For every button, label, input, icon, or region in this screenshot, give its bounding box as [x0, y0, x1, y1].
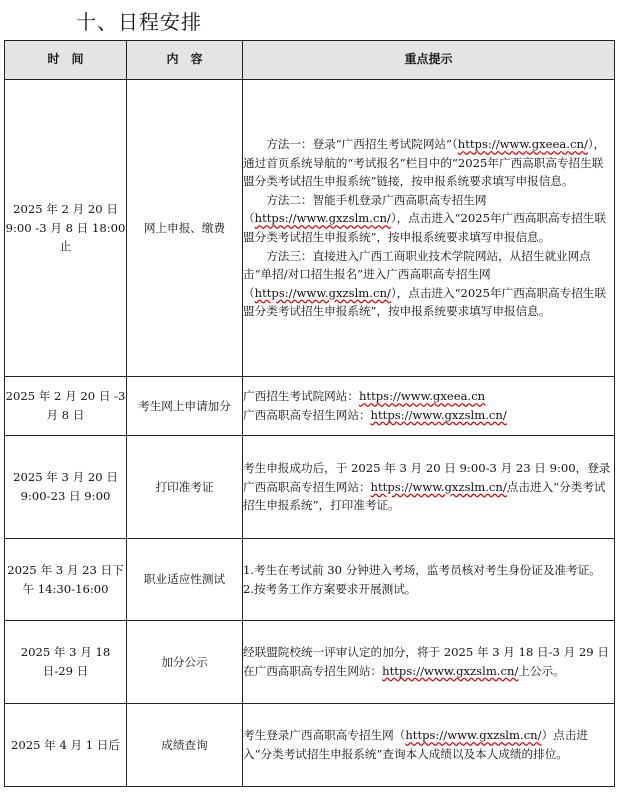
header-tips: 重点提示: [243, 41, 615, 80]
tips-text: 方法一：登录“广西招生考试院网站”（: [266, 137, 458, 152]
table-row: [5, 704, 615, 787]
tips-text: ），通过首页系统导航的“考试报名”栏目中的“2025年广西高职高专招生联盟分类考试招生申报系统”链接，按申报系统要求填写申报信息。: [243, 137, 606, 189]
tips-paragraph: [243, 387, 614, 406]
content-cell: 成绩查询: [127, 704, 243, 787]
tips-text: 点击进入“分类考试招生申报系统”，打印准考证。: [243, 479, 606, 513]
content-cell: 职业适应性测试: [127, 539, 243, 621]
website-link[interactable]: https://www.gxzslm.cn/: [254, 285, 391, 300]
website-link[interactable]: https://www.gxzslm.cn/: [382, 664, 519, 678]
time-cell: 2025 年 3 月 23 日下午 14:30-16:00: [5, 539, 127, 621]
tips-paragraph: [243, 643, 614, 680]
tips-paragraph: [243, 191, 614, 247]
website-link[interactable]: https://www.gxeea.cn: [358, 389, 486, 404]
tips-text: 上公示。: [518, 664, 565, 678]
website-link[interactable]: https://www.gxzslm.cn/: [405, 728, 542, 743]
tips-text: ），点击进入“2025年广西高职高专招生联盟分类考试招生申报系统”，按申报系统要求填写申报信息。: [243, 285, 606, 319]
time-cell: 2025 年 2 月 20 日 -3 月 8 日: [5, 377, 127, 436]
tips-text: 方法二：智能手机登录广西高职高专招生网（: [243, 192, 487, 226]
tips-cell: [243, 436, 615, 539]
tips-text: 2.按考务工作方案要求开展测试。: [243, 581, 417, 596]
tips-text: 1.考生在考试前 30 分钟进入考场，监考员核对考生身份证及准考证。: [243, 562, 601, 577]
tips-text: 考生登录广西高职高专招生网（: [243, 728, 406, 743]
tips-paragraph: [243, 406, 614, 425]
tips-cell: [243, 377, 615, 436]
tips-text: 方法三：直接进入广西工商职业技术学院网站，从招生就业网点击“单招/对口招生报名”进入广西高职高专招生网（: [243, 248, 591, 300]
table-row: [5, 621, 615, 704]
content-cell: 考生网上申请加分: [127, 377, 243, 436]
tips-paragraph: [243, 247, 614, 321]
tips-paragraph: [243, 135, 614, 191]
table-row: [5, 539, 615, 621]
website-link[interactable]: https://www.gxzslm.cn/: [370, 479, 507, 494]
tips-text: ），点击进入“2025年广西高职高专招生联盟分类考试招生申报系统”，按申报系统要求填写申报信息。: [243, 211, 606, 244]
tips-paragraph: [243, 580, 614, 599]
tips-text: 广西高职高专招生网站：: [243, 408, 371, 422]
tips-cell: [243, 539, 615, 621]
tips-cell: [243, 80, 615, 377]
schedule-table: [4, 40, 615, 787]
time-cell: 2025 年 3 月 20 日 9:00-23 日 9:00: [5, 436, 127, 539]
time-cell: 2025 年 4 月 1 日后: [5, 704, 127, 787]
table-row: [5, 436, 615, 539]
website-link[interactable]: https://www.gxeea.cn/: [457, 137, 588, 152]
header-content: 内 容: [127, 41, 243, 80]
table-row: [5, 377, 615, 436]
website-link[interactable]: https://www.gxzslm.cn/: [254, 211, 391, 226]
content-cell: 加分公示: [127, 621, 243, 704]
time-cell: 2025 年 3 月 18 日-29 日: [5, 621, 127, 704]
tips-paragraph: [243, 726, 614, 763]
section-title: 十、日程安排: [76, 10, 202, 34]
table-header-row: [5, 41, 615, 80]
tips-text: 经联盟院校统一评审认定的加分，将于 2025 年 3 月 18 日-3 月 29 日在广西高职高专招生网站：: [243, 645, 609, 678]
tips-cell: [243, 704, 615, 787]
table-body: [5, 80, 615, 787]
header-time: 时 间: [5, 41, 127, 80]
content-cell: 网上申报、缴费: [127, 80, 243, 377]
website-link[interactable]: https://www.gxzslm.cn/: [370, 408, 507, 422]
tips-paragraph: [243, 561, 614, 580]
tips-text: ）点击进入“分类考试招生申报系统”查询本人成绩以及本人成绩的排位。: [243, 728, 588, 761]
tips-text: 考生申报成功后，于 2025 年 3 月 20 日 9:00-3 月 23 日 9:00，登录广西高职高专招生网站：: [243, 461, 611, 494]
content-cell: 打印准考证: [127, 436, 243, 539]
time-cell: 2025 年 2 月 20 日 9:00 -3 月 8 日 18:00 止: [5, 80, 127, 377]
table-row: [5, 80, 615, 377]
tips-text: 广西招生考试院网站：: [243, 389, 359, 404]
tips-paragraph: [243, 459, 614, 515]
tips-cell: [243, 621, 615, 704]
